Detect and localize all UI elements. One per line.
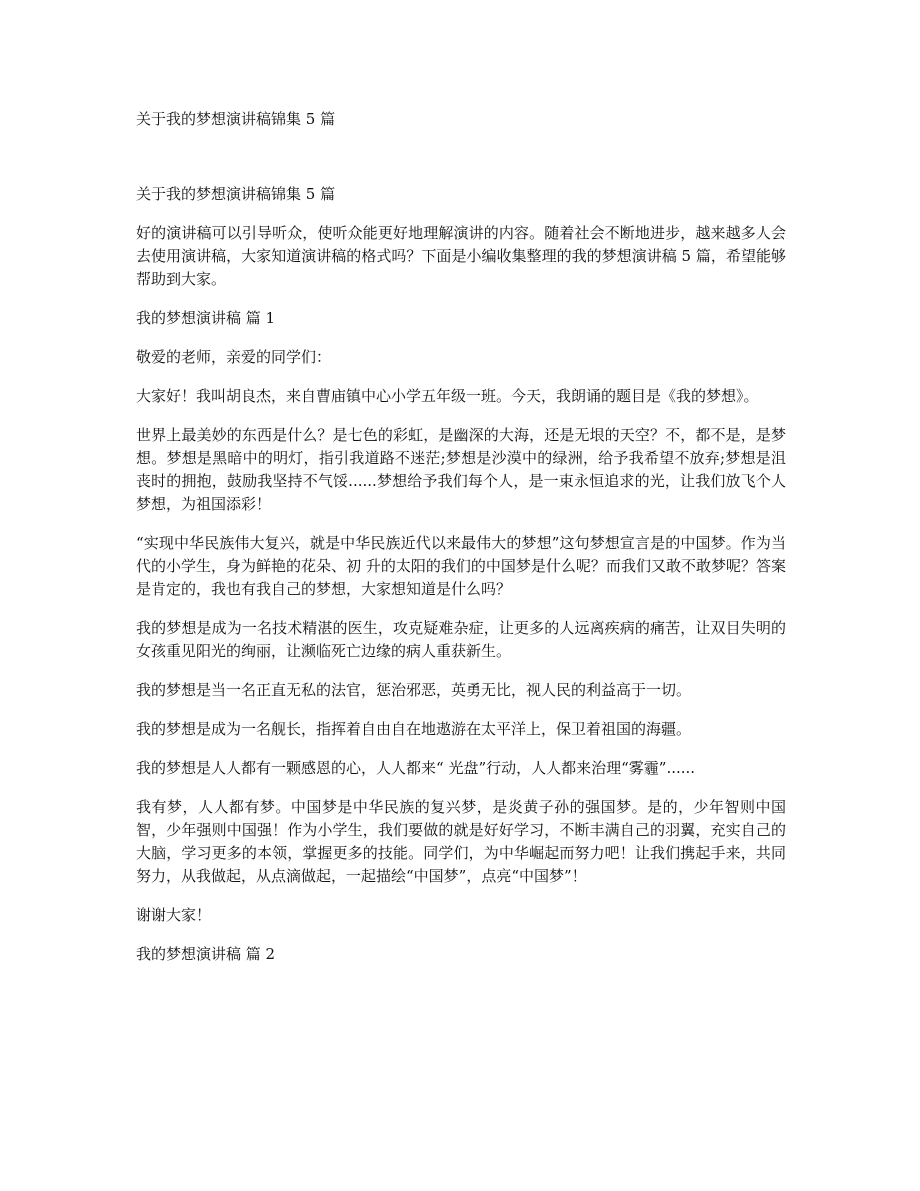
speech-paragraph: “实现中华民族伟大复兴，就是中华民族近代以来最伟大的梦想”这句梦想宣言是的中国梦。作为当代的小学生，身为鲜艳的花朵、初 升的太阳的我们的中国梦是什么呢？而我们又敢不敢梦呢？答案是肯定的，我也有我自己的梦想，大家想知道是什么吗？ <box>136 534 786 598</box>
page-title: 关于我的梦想演讲稿锦集 5 篇 <box>136 110 336 128</box>
speech-paragraph: 我的梦想是人人都有一颗感恩的心，人人都来“ 光盘”行动，人人都来治理“雾霾”...... <box>136 759 696 777</box>
speech-paragraph: 我有梦，人人都有梦。中国梦是中华民族的复兴梦，是炎黄子孙的强国梦。是的，少年智则中国智，少年强则中国强！作为小学生，我们要做的就是好好学习，不断丰满自己的羽翼，充实自己的大脑，学习更多的本领，掌握更多的技能。同学们，为中华崛起而努力吧！让我们携起手来，共同努力，从我做起，从点滴做起，一起描绘“中国梦”，点亮“中国梦”！ <box>136 798 786 885</box>
salutation: 敬爱的老师，亲爱的同学们： <box>136 348 332 366</box>
speech-paragraph: 我的梦想是当一名正直无私的法官，惩治邪恶，英勇无比，视人民的利益高于一切。 <box>136 681 692 699</box>
section-heading-2: 我的梦想演讲稿 篇 2 <box>136 945 276 963</box>
intro-paragraph: 好的演讲稿可以引导听众，使听众能更好地理解演讲的内容。随着社会不断地进步，越来越多人会去使用演讲稿，大家知道演讲稿的格式吗？下面是小编收集整理的我的梦想演讲稿 5 篇，希望能够帮助到大家。 <box>136 224 786 288</box>
document-body <box>136 108 786 982</box>
speech-paragraph: 大家好！我叫胡良杰，来自曹庙镇中心小学五年级一班。今天，我朗诵的题目是《我的梦想》。 <box>136 387 759 405</box>
speech-paragraph: 我的梦想是成为一名舰长，指挥着自由自在地遨游在太平洋上，保卫着祖国的海疆。 <box>136 720 692 738</box>
section-heading-1: 我的梦想演讲稿 篇 1 <box>136 309 276 327</box>
speech-paragraph: 我的梦想是成为一名技术精湛的医生，攻克疑难杂症，让更多的人远离疾病的痛苦，让双目失明的女孩重见阳光的绚丽，让濒临死亡边缘的病人重获新生。 <box>136 619 786 660</box>
closing-line: 谢谢大家！ <box>136 906 212 924</box>
document-heading: 关于我的梦想演讲稿锦集 5 篇 <box>136 185 336 203</box>
speech-paragraph: 世界上最美妙的东西是什么？是七色的彩虹，是幽深的大海，还是无垠的天空？不，都不是，是梦想。梦想是黑暗中的明灯，指引我道路不迷茫;梦想是沙漠中的绿洲，给予我希望不放弃;梦想是沮丧时的拥抱，鼓励我坚持不气馁......梦想给予我们每个人，是一束永恒追求的光，让我们放飞个人梦想，为祖国添彩！ <box>136 426 786 513</box>
